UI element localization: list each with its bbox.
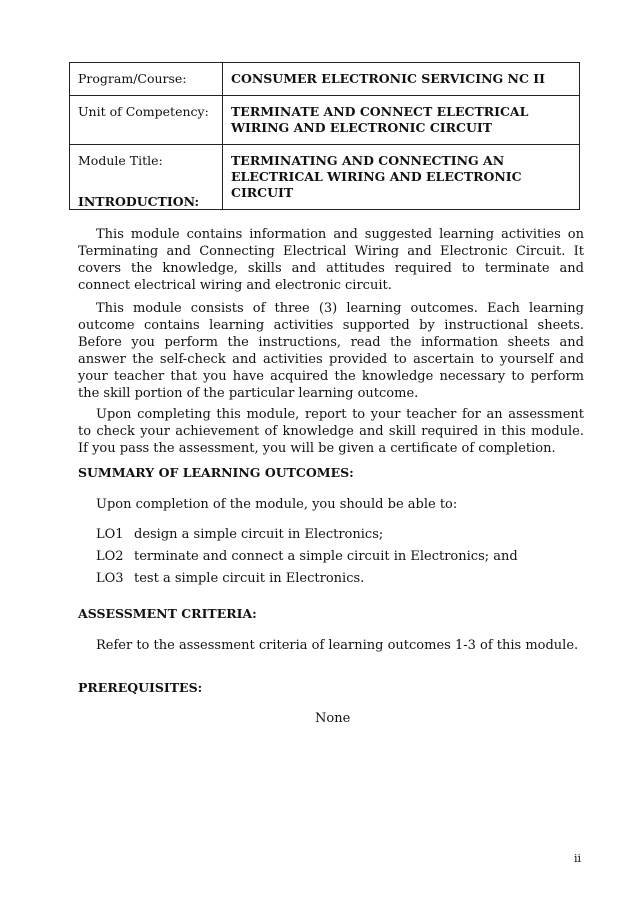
outcome-code: LO1 [96,527,124,542]
info-row-program [70,63,580,96]
info-value: TERMINATE AND CONNECT ELECTRICAL WIRING AND ELECTRONIC CIRCUIT [223,96,580,145]
learning-outcome-item [96,548,518,565]
info-label: Unit of Competency: [70,96,223,145]
learning-outcome-item [96,570,364,587]
summary-heading: SUMMARY OF LEARNING OUTCOMES: [78,465,354,480]
outcome-text: terminate and connect a simple circuit in Electronics; and [134,549,518,564]
assessment-text: Refer to the assessment criteria of learning outcomes 1-3 of this module. [96,638,579,653]
introduction-heading: INTRODUCTION: [78,194,200,209]
prerequisites-heading: PREREQUISITES: [78,680,203,695]
outcome-code: LO2 [96,549,124,564]
outcome-code: LO3 [96,571,124,586]
page-number: ii [574,852,582,865]
info-label: Module Title: [70,145,223,210]
info-value: CONSUMER ELECTRONIC SERVICING NC II [223,63,580,96]
outcome-text: test a simple circuit in Electronics. [134,571,365,586]
assessment-heading: ASSESSMENT CRITERIA: [78,606,257,621]
info-label: Program/Course: [70,63,223,96]
introduction-paragraph-3: Upon completing this module, report to your teacher for an assessment to check your achievement of knowledge and skill required in this module. If you pass the assessment, you will be given a certificate of completion. [78,407,584,456]
introduction-paragraph-2: This module consists of three (3) learning outcomes. Each learning outcome contains learning activities supported by instructional sheets. Before you perform the instructions, read the information sheets and answer the self-check and activities provided to ascertain to yourself and your teacher that you have acquired the knowledge necessary to perform the skill portion of the particular learning outcome. [78,301,584,401]
info-row-unit [70,96,580,145]
module-info-table [69,62,580,210]
summary-intro: Upon completion of the module, you should be able to: [96,497,458,512]
prerequisites-text: None [315,711,351,726]
learning-outcome-item [96,526,383,543]
outcome-text: design a simple circuit in Electronics; [134,527,384,542]
introduction-paragraph-1: This module contains information and suggested learning activities on Terminating and Connecting Electrical Wiring and Electronic Circuit. It covers the knowledge, skills and attitudes required to terminate and connect electrical wiring and electronic circuit. [78,227,584,293]
info-value: TERMINATING AND CONNECTING AN ELECTRICAL WIRING AND ELECTRONIC CIRCUIT [223,145,580,210]
